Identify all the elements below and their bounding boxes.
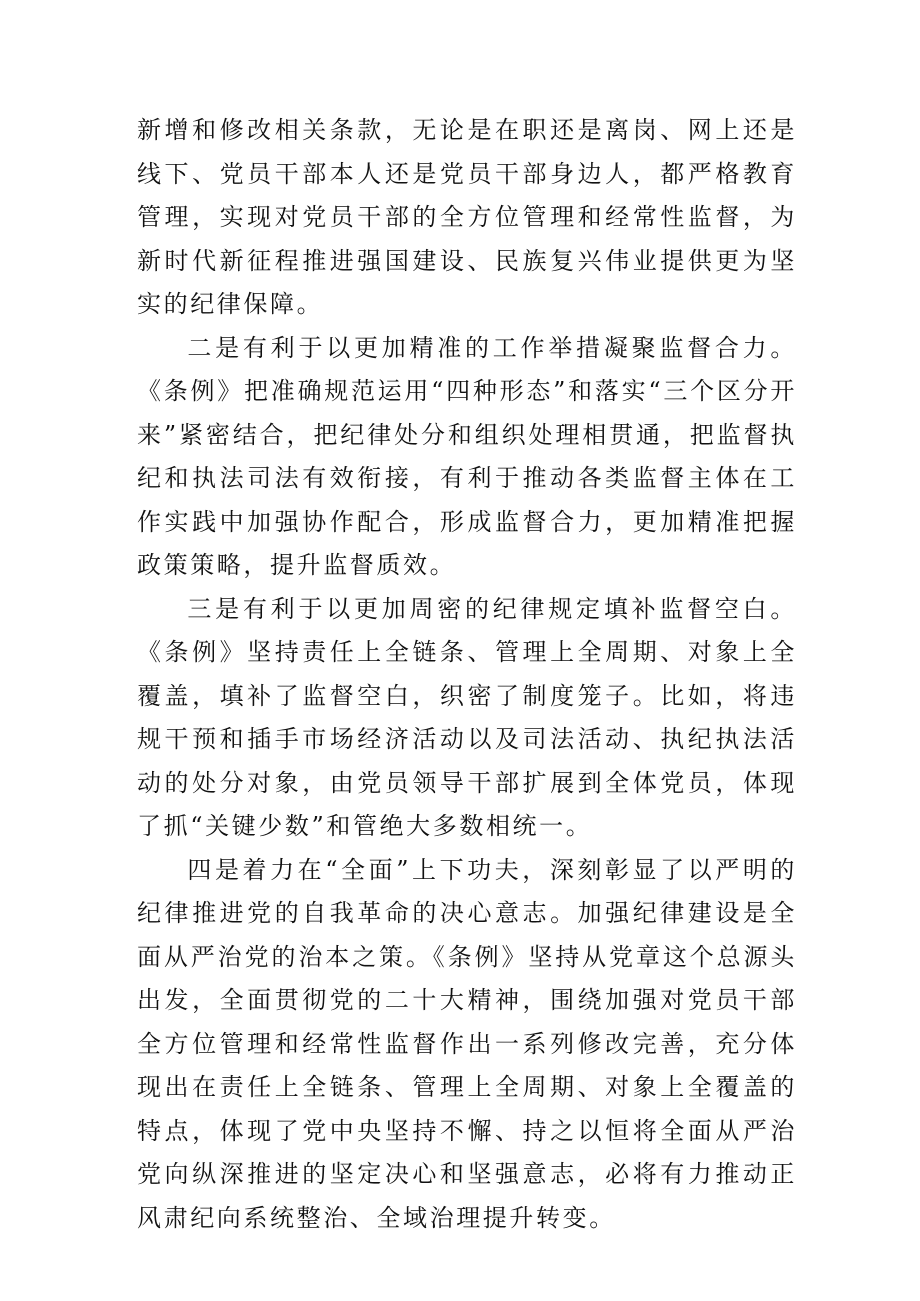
paragraph-point-four: 四是着力在“全面”上下功夫，深刻彰显了以严明的纪律推进党的自我革命的决心意志。加强纪律建设是全面从严治党的治本之策。《条例》坚持从党章这个总源头出发，全面贯彻党的二十大精神，围绕加强对党员干部全方位管理和经常性监督作出一系列修改完善，充分体现出在责任上全链条、管理上全周期、对象上全覆盖的特点，体现了党中央坚持不懈、持之以恒将全面从严治党向纵深推进的坚定决心和坚强意志，必将有力推动正风肃纪向系统整治、全域治理提升转变。	[137, 855, 797, 1232]
document-body	[137, 109, 797, 1240]
paragraph-point-three: 三是有利于以更加周密的纪律规定填补监督空白。《条例》坚持责任上全链条、管理上全周期、对象上全覆盖，填补了监督空白，织密了制度笼子。比如，将违规干预和插手市场经济活动以及司法活动、执纪执法活动的处分对象，由党员领导干部扩展到全体党员，体现了抓“关键少数”和管绝大多数相统一。	[137, 594, 797, 840]
paragraph-continued: 新增和修改相关条款，无论是在职还是离岗、网上还是线下、党员干部本人还是党员干部身边人，都严格教育管理，实现对党员干部的全方位管理和经常性监督，为新时代新征程推进强国建设、民族复兴伟业提供更为坚实的纪律保障。	[137, 116, 797, 318]
paragraph-point-two: 二是有利于以更加精准的工作举措凝聚监督合力。《条例》把准确规范运用“四种形态”和落实“三个区分开来”紧密结合，把纪律处分和组织处理相贯通，把监督执纪和执法司法有效衔接，有利于推动各类监督主体在工作实践中加强协作配合，形成监督合力，更加精准把握政策策略，提升监督质效。	[137, 333, 797, 579]
